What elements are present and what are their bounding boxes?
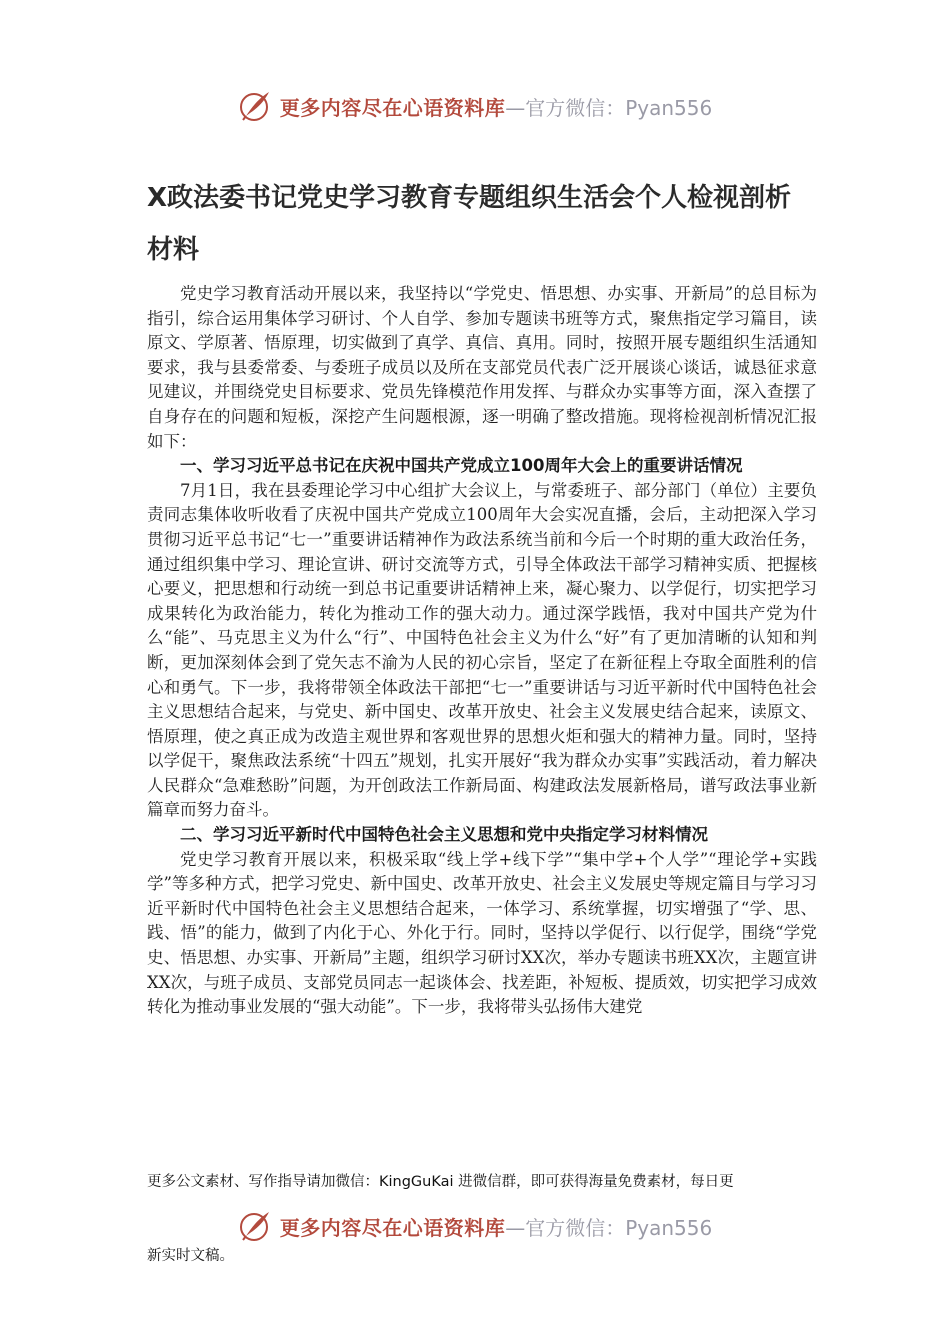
watermark-wechat: —官方微信：Pyan556 (505, 1215, 713, 1240)
intro-paragraph: 党史学习教育活动开展以来，我坚持以“学党史、悟思想、办实事、开新局”的总目标为指引，综合运用集体学习研讨、个人自学、参加专题读书班等方式，聚焦指定学习篇目，读原文、学原著、悟原理，切实做到了真学、真信、真用。同时，按照开展专题组织生活通知要求，我与县委常委、与委班子成员以及所在支部党员代表广泛开展谈心谈话，诚恳征求意见建议，并围绕党史目标要求、党员先锋模范作用发挥、与群众办实事等方面，深入查摆了自身存在的问题和短板，深挖产生问题根源，逐一明确了整改措施。现将检视剖析情况汇报如下： (147, 284, 817, 451)
watermark-text: 更多内容尽在心语资料库 (279, 1215, 506, 1240)
watermark-wechat: —官方微信：Pyan556 (505, 95, 713, 120)
footer-promo-line: 更多公文素材、写作指导请加微信：KingGuKai 进微信群，即可获得海量免费素材，每日更 (147, 1174, 734, 1190)
document-body (147, 282, 817, 1020)
section-heading-1: 一、学习习近平总书记在庆祝中国共产党成立100周年大会上的重要讲话情况 (180, 456, 743, 476)
watermark-banner-top (0, 86, 950, 126)
section-body-1: 7月1日，我在县委理论学习中心组扩大会议上，与常委班子、部分部门（单位）主要负责同志集体收听收看了庆祝中国共产党成立100周年大会实况直播，会后，主动把深入学习贯彻习近平总书记“七一”重要讲话精神作为政法系统当前和今后一个时期的重大政治任务，通过组织集中学习、理论宣讲、研讨交流等方式，引导全体政法干部学习精神实质、把握核心要义，把思想和行动统一到总书记重要讲话精神上来，凝心聚力、以学促行，切实把学习成果转化为政治能力，转化为推动工作的强大动力。通过深学践悟，我对中国共产党为什么“能”、马克思主义为什么“行”、中国特色社会主义为什么“好”有了更加清晰的认知和判断，更加深刻体会到了党矢志不渝为人民的初心宗旨，坚定了在新征程上夺取全面胜利的信心和勇气。下一步，我将带领全体政法干部把“七一”重要讲话与习近平新时代中国特色社会主义思想结合起来，与党史、新中国史、改革开放史、社会主义发展史结合起来，读原文、悟原理，使之真正成为改造主观世界和客观世界的思想火炬和强大的精神力量。同时，坚持以学促干，聚焦政法系统“十四五”规划，扎实开展好“我为群众办实事”实践活动，着力解决人民群众“急难愁盼”问题，为开创政法工作新局面、构建政法发展新格局，谱写政法事业新篇章而努力奋斗。 (147, 480, 817, 820)
quill-logo-icon (238, 89, 272, 123)
footer-promo-continuation: 新实时文稿。 (147, 1248, 234, 1264)
document-title: X政法委书记党史学习教育专题组织生活会个人检视剖析材料 (147, 183, 792, 265)
section-heading-2: 二、学习习近平新时代中国特色社会主义思想和党中央指定学习材料情况 (180, 825, 708, 845)
quill-logo-icon (238, 1209, 272, 1243)
watermark-banner-bottom (0, 1206, 950, 1246)
watermark-text: 更多内容尽在心语资料库 (279, 95, 506, 120)
section-body-2: 党史学习教育开展以来，积极采取“线上学+线下学”“集中学+个人学”“理论学+实践学”等多种方式，把学习党史、新中国史、改革开放史、社会主义发展史等规定篇目与学习习近平新时代中国特色社会主义思想结合起来，一体学习、系统掌握，切实增强了“学、思、践、悟”的能力，做到了内化于心、外化于行。同时，坚持以学促行、以行促学，围绕“学党史、悟思想、办实事、开新局”主题，组织学习研讨XX次，举办专题读书班XX次，主题宣讲XX次，与班子成员、支部党员同志一起谈体会、找差距，补短板、提质效，切实把学习成效转化为推动事业发展的“强大动能”。下一步，我将带头弘扬伟大建党 (147, 849, 817, 1017)
